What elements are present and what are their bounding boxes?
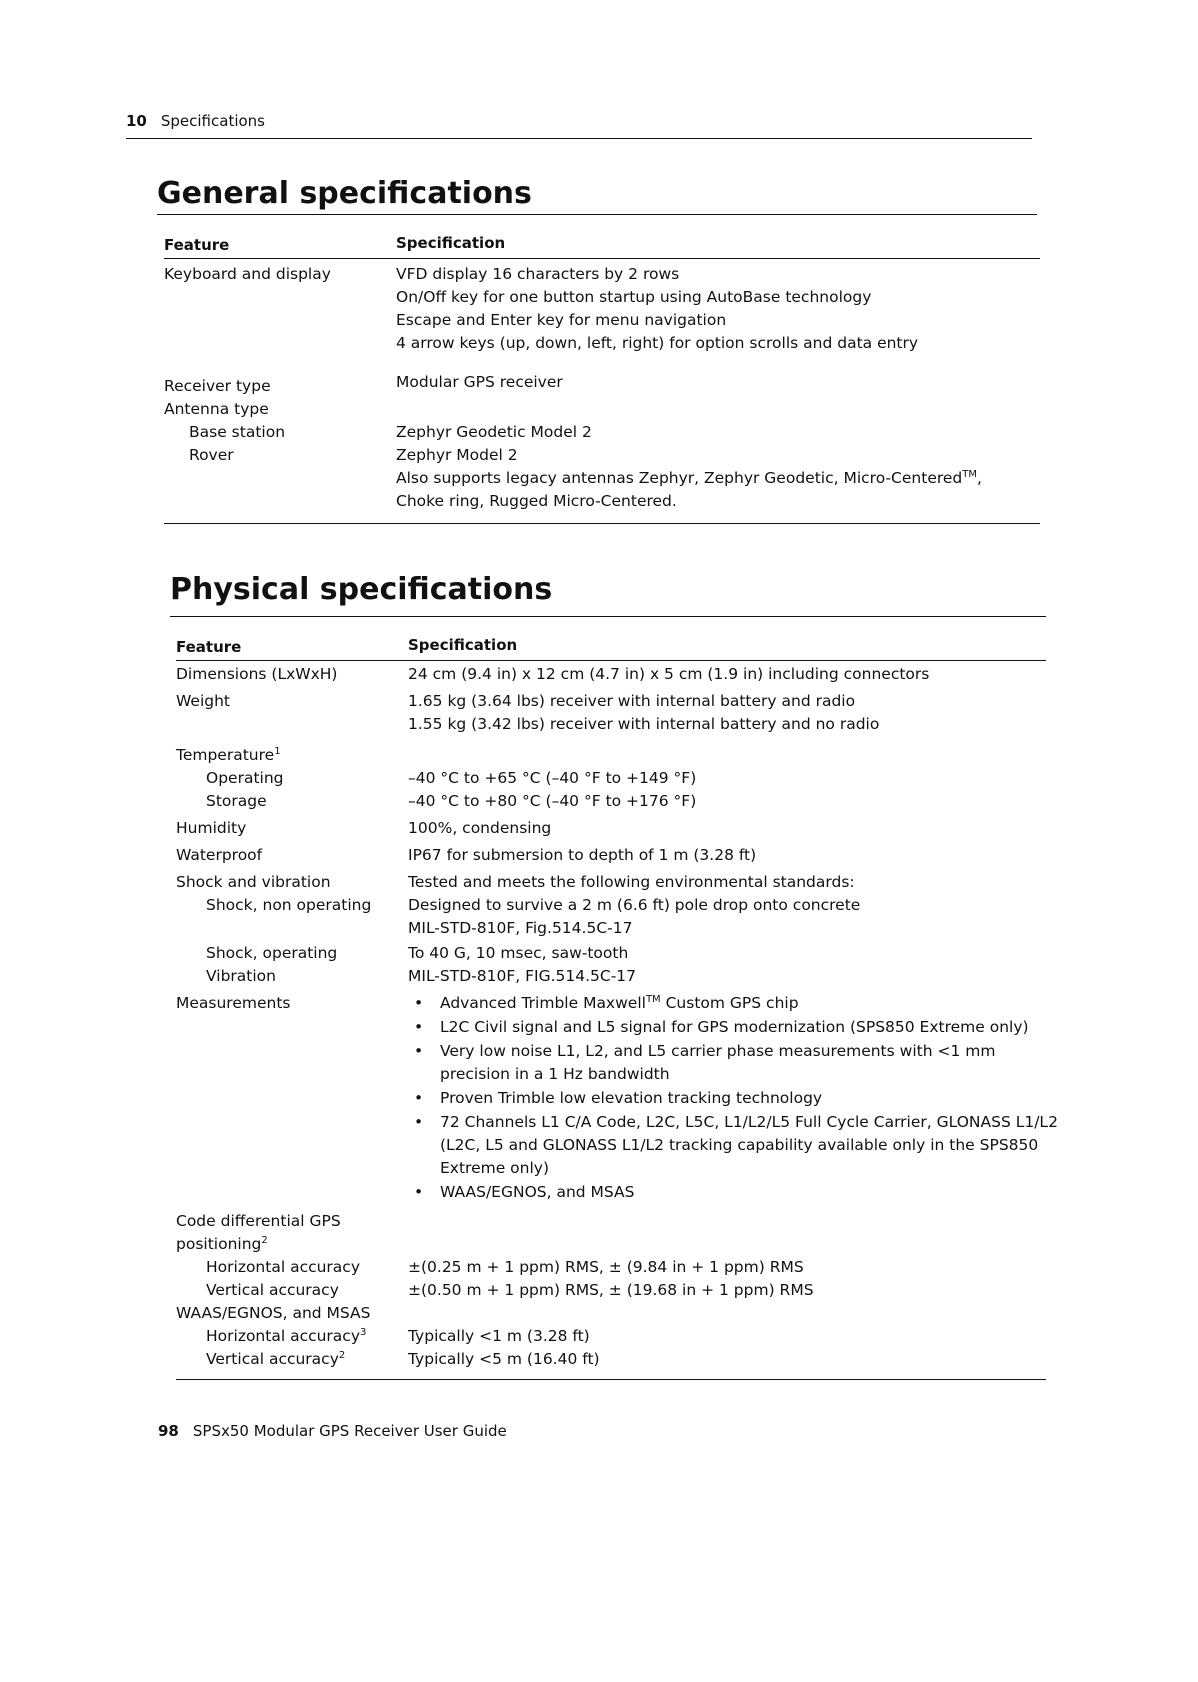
feature-text: Horizontal accuracy <box>206 1327 361 1345</box>
spec-line: ±(0.25 m + 1 ppm) RMS, ± (9.84 in + 1 ppm) RMS <box>408 1258 804 1276</box>
feature-cell: Horizontal accuracy <box>206 1258 361 1276</box>
table-row <box>164 444 1040 513</box>
bullet-text: Advanced Trimble Maxwell <box>440 994 646 1012</box>
table-row <box>176 844 1046 867</box>
list-item: • L2C Civil signal and L5 signal for GPS modernization (SPS850 Extreme only) <box>408 1016 1070 1039</box>
general-table-bottom-rule <box>164 523 1040 524</box>
spec-line: MIL-STD-810F, Fig.514.5C-17 <box>408 919 633 937</box>
feature-cell: WAAS/EGNOS, and MSAS <box>176 1304 371 1322</box>
feature-cell: Operating <box>206 769 284 787</box>
physical-title: Physical specifications <box>170 572 553 607</box>
spec-cell <box>408 965 1046 988</box>
table-row <box>176 663 1046 686</box>
spec-line: 1.65 kg (3.64 lbs) receiver with internal battery and radio <box>408 692 856 710</box>
header-rule <box>126 138 1032 139</box>
list-item: • 72 Channels L1 C/A Code, L2C, L5C, L1/L2/L5 Full Cycle Carrier, GLONASS L1/L2 (L2C, L5 and GLONASS L1/L2 tracking capability available only in the SPS850 Extreme only) <box>408 1111 1070 1180</box>
spec-cell <box>396 371 1040 394</box>
spec-cell <box>396 263 1040 355</box>
list-item: • Proven Trimble low elevation tracking technology <box>408 1087 1070 1110</box>
feature-cell: Shock, non operating <box>206 896 372 914</box>
general-title-rule <box>157 214 1037 215</box>
list-item: • WAAS/EGNOS, and MSAS <box>408 1181 1070 1204</box>
table-row <box>176 1302 1046 1325</box>
spec-line: On/Off key for one button startup using AutoBase technology <box>396 288 872 306</box>
bullet-text: Custom GPS chip <box>660 994 799 1012</box>
trademark-mark: TM <box>962 468 978 480</box>
spec-cell <box>408 992 1058 1204</box>
table-row <box>176 744 1046 767</box>
spec-line: VFD display 16 characters by 2 rows <box>396 265 680 283</box>
spec-cell <box>408 790 1046 813</box>
table-row <box>176 1325 1046 1348</box>
feature-cell: Keyboard and display <box>164 265 331 283</box>
table-row <box>176 965 1046 988</box>
table-row <box>176 690 1046 736</box>
spec-line: 4 arrow keys (up, down, left, right) for option scrolls and data entry <box>396 334 919 352</box>
spec-cell <box>408 942 1046 965</box>
feature-text: Vertical accuracy <box>206 1350 339 1368</box>
table-row <box>176 1348 1046 1371</box>
spec-cell <box>408 871 1046 894</box>
feature-cell: Receiver type <box>164 377 271 395</box>
spec-cell <box>408 1279 1046 1302</box>
table-row <box>164 263 1040 355</box>
spec-line: Typically <5 m (16.40 ft) <box>408 1350 600 1368</box>
physical-table-header <box>176 636 1046 661</box>
feature-cell: Vibration <box>206 967 276 985</box>
physical-title-rule <box>170 616 1046 617</box>
feature-cell: Antenna type <box>164 400 269 418</box>
table-row <box>176 942 1046 965</box>
spec-line: Modular GPS receiver <box>396 373 563 391</box>
spec-cell <box>408 744 1046 767</box>
spec-cell <box>408 767 1046 790</box>
physical-table <box>176 636 1058 1380</box>
spec-cell <box>408 894 1046 940</box>
general-col-feature: Feature <box>164 236 230 254</box>
list-item: • Very low noise L1, L2, and L5 carrier phase measurements with <1 mm precision in a 1 Hz bandwidth <box>408 1040 1070 1086</box>
spec-line: Choke ring, Rugged Micro-Centered. <box>396 492 677 510</box>
feature-cell: Weight <box>176 692 231 710</box>
spec-line: Designed to survive a 2 m (6.6 ft) pole drop onto concrete <box>408 896 861 914</box>
footnote-mark: 2 <box>261 1234 268 1246</box>
footer <box>158 1422 507 1440</box>
spec-text: , <box>977 469 982 487</box>
general-col-spec: Specification <box>396 234 506 252</box>
spec-line: Zephyr Model 2 <box>396 446 518 464</box>
spec-cell <box>408 1325 1046 1348</box>
footer-title: SPSx50 Modular GPS Receiver User Guide <box>192 1422 507 1440</box>
spec-line: Typically <1 m (3.28 ft) <box>408 1327 590 1345</box>
spec-line: MIL-STD-810F, FIG.514.5C-17 <box>408 967 637 985</box>
feature-cell: Humidity <box>176 819 247 837</box>
footnote-mark: 2 <box>338 1349 346 1361</box>
list-item <box>408 992 1070 1015</box>
general-title: General specifications <box>157 176 532 211</box>
feature-cell <box>176 1348 431 1371</box>
table-row <box>176 817 1046 840</box>
feature-cell: Base station <box>189 423 286 441</box>
spec-cell <box>408 1210 1046 1256</box>
feature-cell: Shock and vibration <box>176 873 331 891</box>
general-table <box>164 234 1040 524</box>
header-page-number: 10 <box>126 112 147 130</box>
spec-line: –40 °C to +65 °C (–40 °F to +149 °F) <box>408 769 697 787</box>
footer-page-number: 98 <box>158 1422 179 1440</box>
feature-text: Temperature <box>176 746 275 764</box>
running-header <box>126 112 1032 130</box>
spec-cell <box>408 663 1046 686</box>
table-row <box>176 871 1046 894</box>
spec-cell <box>408 1348 1046 1371</box>
feature-cell <box>176 1210 376 1256</box>
feature-cell: Storage <box>206 792 267 810</box>
feature-cell: Rover <box>189 446 234 464</box>
spec-line: Tested and meets the following environmental standards: <box>408 873 855 891</box>
physical-col-spec: Specification <box>408 636 518 654</box>
spec-line: To 40 G, 10 msec, saw-tooth <box>408 944 629 962</box>
spec-line: Escape and Enter key for menu navigation <box>396 311 727 329</box>
table-row <box>176 767 1046 790</box>
table-row <box>176 1279 1046 1302</box>
feature-cell <box>176 744 401 767</box>
spec-line <box>396 467 1040 490</box>
feature-cell: Vertical accuracy <box>206 1281 339 1299</box>
spec-cell <box>408 690 1046 736</box>
spec-text: Also supports legacy antennas Zephyr, Zephyr Geodetic, Micro-Centered <box>396 469 963 487</box>
spec-cell <box>408 1302 1046 1325</box>
table-row <box>164 398 1040 421</box>
measurements-list <box>408 992 1058 1204</box>
feature-cell: Shock, operating <box>206 944 338 962</box>
footnote-mark: 1 <box>274 745 281 757</box>
table-row <box>176 790 1046 813</box>
table-row <box>176 992 1058 1204</box>
spec-cell <box>396 398 1040 421</box>
physical-table-bottom-rule <box>176 1379 1046 1380</box>
spec-cell <box>396 421 1040 444</box>
spec-cell <box>408 817 1046 840</box>
spec-cell <box>396 444 1040 513</box>
trademark-mark: TM <box>645 993 661 1005</box>
table-row <box>164 371 1040 394</box>
spec-line: ±(0.50 m + 1 ppm) RMS, ± (19.68 in + 1 ppm) RMS <box>408 1281 814 1299</box>
spec-cell <box>408 844 1046 867</box>
spec-line: 100%, condensing <box>408 819 552 837</box>
footnote-mark: 3 <box>360 1326 367 1338</box>
spec-line: 24 cm (9.4 in) x 12 cm (4.7 in) x 5 cm (1.9 in) including connectors <box>408 665 930 683</box>
feature-cell: Dimensions (LxWxH) <box>176 665 338 683</box>
physical-col-feature: Feature <box>176 638 242 656</box>
table-row <box>176 1256 1046 1279</box>
spec-line: 1.55 kg (3.42 lbs) receiver with internal battery and no radio <box>408 715 880 733</box>
feature-cell: Measurements <box>176 994 291 1012</box>
feature-cell: Waterproof <box>176 846 263 864</box>
table-row <box>176 1210 1046 1256</box>
feature-cell <box>176 1325 431 1348</box>
spec-cell <box>408 1256 1046 1279</box>
feature-text: Code differential GPS positioning <box>176 1212 341 1253</box>
general-table-header <box>164 234 1040 259</box>
table-row <box>176 894 1046 940</box>
spec-line: Zephyr Geodetic Model 2 <box>396 423 592 441</box>
table-row <box>164 421 1040 444</box>
header-section: Specifications <box>160 112 265 130</box>
spec-line: IP67 for submersion to depth of 1 m (3.28 ft) <box>408 846 757 864</box>
spec-line: –40 °C to +80 °C (–40 °F to +176 °F) <box>408 792 697 810</box>
